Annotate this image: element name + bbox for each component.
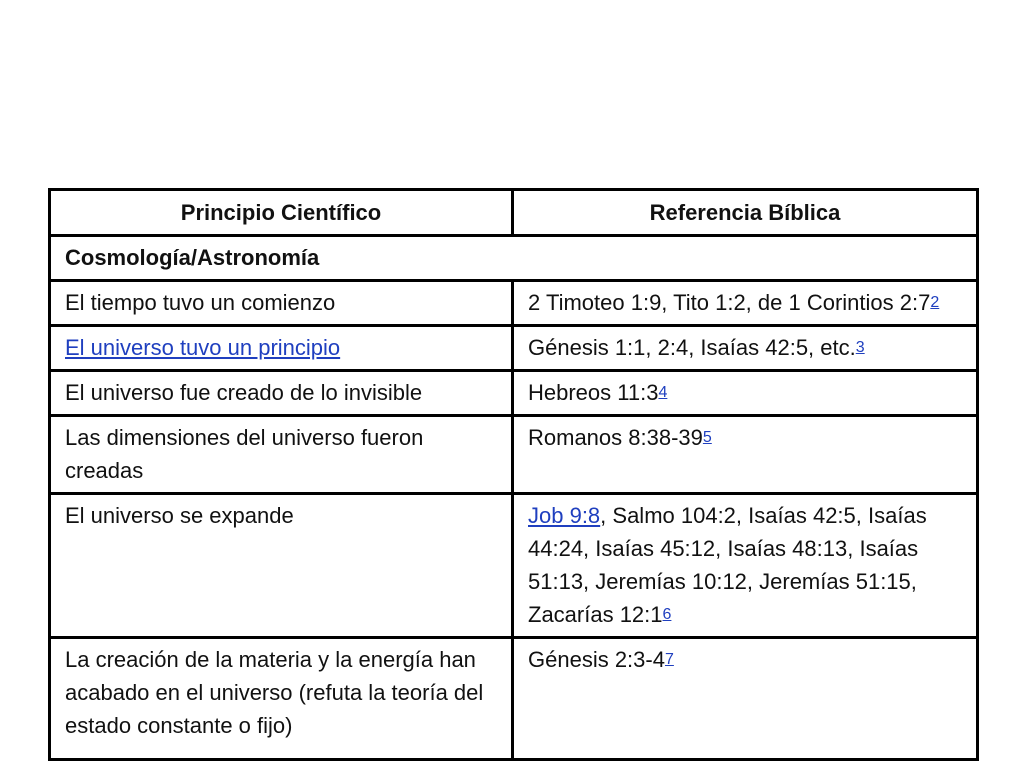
footnote-link[interactable]: 3	[855, 339, 865, 356]
principle-cell: El tiempo tuvo un comienzo	[50, 281, 513, 326]
reference-cell	[513, 326, 978, 371]
table-row	[50, 371, 978, 416]
reference-cell	[513, 494, 978, 638]
header-principle: Principio Científico	[50, 190, 513, 236]
reference-text: Romanos 8:38-39	[528, 425, 703, 450]
reference-cell	[513, 638, 978, 760]
reference-text: , Salmo 104:2, Isaías 42:5, Isaías 44:24, Isaías 45:12, Isaías 48:13, Isaías 51:13, Jeremías 10:12, Jeremías 51:15, Zacarías 12:1	[528, 503, 927, 627]
footnote-link[interactable]: 7	[664, 651, 674, 668]
reference-text: Génesis 1:1, 2:4, Isaías 42:5, etc.	[528, 335, 856, 360]
reference-link[interactable]: Job 9:8	[528, 503, 601, 528]
section-title: Cosmología/Astronomía	[50, 236, 978, 281]
reference-cell	[513, 371, 978, 416]
table-row	[50, 494, 978, 638]
footnote-link[interactable]: 2	[930, 294, 940, 311]
table-row	[50, 638, 978, 760]
reference-cell	[513, 281, 978, 326]
table-row	[50, 416, 978, 494]
science-bible-table	[48, 188, 979, 761]
table-row	[50, 326, 978, 371]
footnote-link[interactable]: 6	[662, 606, 672, 623]
principle-cell: La creación de la materia y la energía han acabado en el universo (refuta la teoría del estado constante o fijo)	[50, 638, 513, 760]
principle-cell: El universo fue creado de lo invisible	[50, 371, 513, 416]
footnote-link[interactable]: 4	[658, 384, 668, 401]
principle-cell: El universo se expande	[50, 494, 513, 638]
principle-cell: Las dimensiones del universo fueron creadas	[50, 416, 513, 494]
header-row	[50, 190, 978, 236]
reference-text: Génesis 2:3-4	[528, 647, 665, 672]
principle-cell	[50, 326, 513, 371]
table-row	[50, 281, 978, 326]
section-row	[50, 236, 978, 281]
principle-link[interactable]: El universo tuvo un principio	[65, 335, 341, 360]
header-reference: Referencia Bíblica	[513, 190, 978, 236]
footnote-link[interactable]: 5	[702, 429, 712, 446]
reference-text: Hebreos 11:3	[528, 380, 659, 405]
reference-cell	[513, 416, 978, 494]
table-container	[48, 188, 976, 738]
reference-text: 2 Timoteo 1:9, Tito 1:2, de 1 Corintios 2:7	[528, 290, 931, 315]
